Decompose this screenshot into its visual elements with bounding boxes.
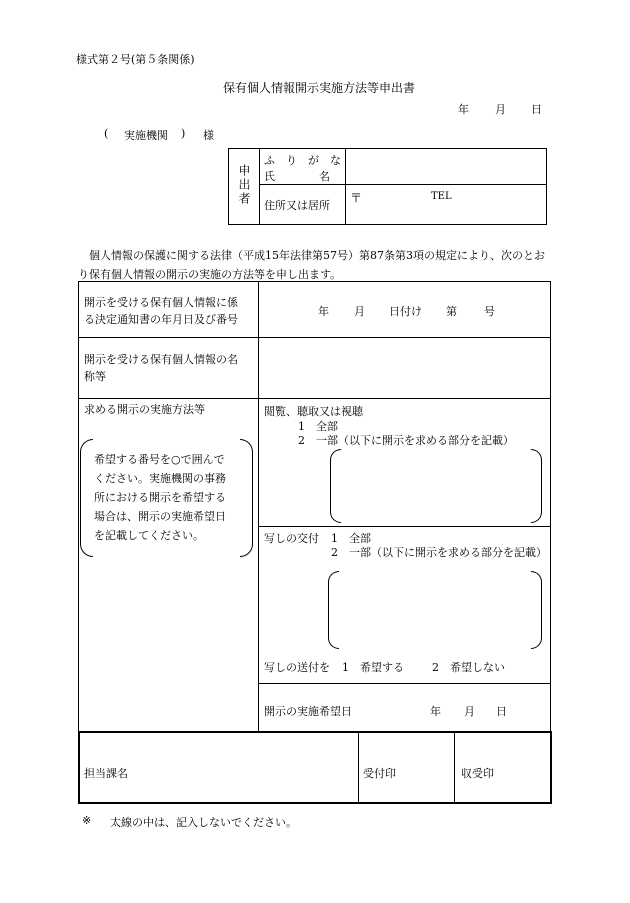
- name-label: 氏 名: [264, 170, 330, 183]
- page-title: 保有個人情報開示実施方法等申出書: [223, 81, 416, 95]
- date-year-label: 年: [458, 103, 469, 116]
- form-number: 様式第２号(第５条関係): [76, 53, 195, 66]
- decision-label-line-2: る決定通知書の年月日及び番号: [84, 313, 238, 326]
- desired-date-field[interactable]: [355, 688, 548, 730]
- viewing-part-bracket-left: [330, 449, 341, 523]
- received-stamp-label: 受付印: [363, 767, 396, 780]
- decision-year: 年: [318, 305, 329, 318]
- decision-label-line-1: 開示を受ける保有個人情報に係: [84, 296, 238, 309]
- footnote-mark: ※: [82, 814, 92, 827]
- copy-option-part[interactable]: 2 一部（以下に開示を求める部分を記載）: [331, 546, 547, 559]
- address-field[interactable]: [350, 188, 544, 222]
- addressee-open-paren: (: [104, 127, 109, 140]
- decision-number-suffix: 号: [484, 305, 495, 318]
- tel-label: TEL: [431, 191, 452, 202]
- office-section-label: 担当課名: [84, 767, 128, 780]
- viewing-part-field[interactable]: [342, 452, 528, 518]
- desired-date-month: 月: [464, 705, 475, 718]
- viewing-option-all[interactable]: 1 全部: [298, 420, 338, 433]
- addressee-suffix: 様: [203, 129, 214, 142]
- desired-date-label: 開示の実施希望日: [264, 705, 352, 718]
- addressee-org: 実施機関: [124, 129, 168, 142]
- viewing-label: 閲覧、聴取又は視聴: [264, 405, 363, 418]
- decision-number-prefix: 第: [446, 305, 457, 318]
- address-label: 住所又は居所: [264, 199, 330, 212]
- mail-option-no[interactable]: 2 希望しない: [432, 661, 505, 674]
- applicant-section-label: 申出者: [237, 164, 251, 206]
- decision-day-suffix: 日付け: [389, 305, 422, 318]
- decision-field[interactable]: [262, 284, 548, 334]
- receipt-stamp-label: 収受印: [461, 767, 494, 780]
- copy-part-bracket-left: [328, 571, 339, 649]
- date-month-label: 月: [495, 103, 506, 116]
- footnote-text: 太線の中は、記入しないでください。: [110, 816, 297, 829]
- addressee-close-paren: ): [181, 127, 186, 140]
- viewing-option-part[interactable]: 2 一部（以下に開示を求める部分を記載）: [298, 434, 514, 447]
- info-name-field[interactable]: [262, 340, 548, 395]
- viewing-part-bracket-right: [531, 449, 542, 523]
- mail-label: 写しの送付を: [264, 661, 330, 674]
- mail-option-yes[interactable]: 1 希望する: [342, 661, 404, 674]
- copy-option-all[interactable]: 1 全部: [331, 532, 371, 545]
- intro-line-2: り保有個人情報の開示の実施の方法等を申し出ます。: [78, 268, 342, 281]
- desired-date-day: 日: [496, 705, 507, 718]
- copy-label: 写しの交付: [264, 532, 319, 545]
- copy-part-bracket-right: [531, 571, 542, 649]
- postal-mark: 〒: [350, 191, 363, 205]
- furigana-label: ふ り が な: [264, 154, 341, 167]
- copy-part-field[interactable]: [340, 574, 528, 644]
- decision-month: 月: [354, 305, 365, 318]
- info-name-label-line-2: 称等: [84, 370, 106, 383]
- method-label: 求める開示の実施方法等: [84, 403, 205, 416]
- intro-line-1: 個人情報の保護に関する法律（平成15年法律第57号）第87条第3項の規定により、次のとお: [89, 249, 545, 262]
- note-bracket-right: [240, 439, 253, 557]
- info-name-label-line-1: 開示を受ける保有個人情報の名: [84, 353, 238, 366]
- desired-date-year: 年: [430, 705, 441, 718]
- note-bracket-left: [80, 439, 93, 557]
- date-day-label: 日: [531, 103, 542, 116]
- name-field[interactable]: [350, 150, 544, 182]
